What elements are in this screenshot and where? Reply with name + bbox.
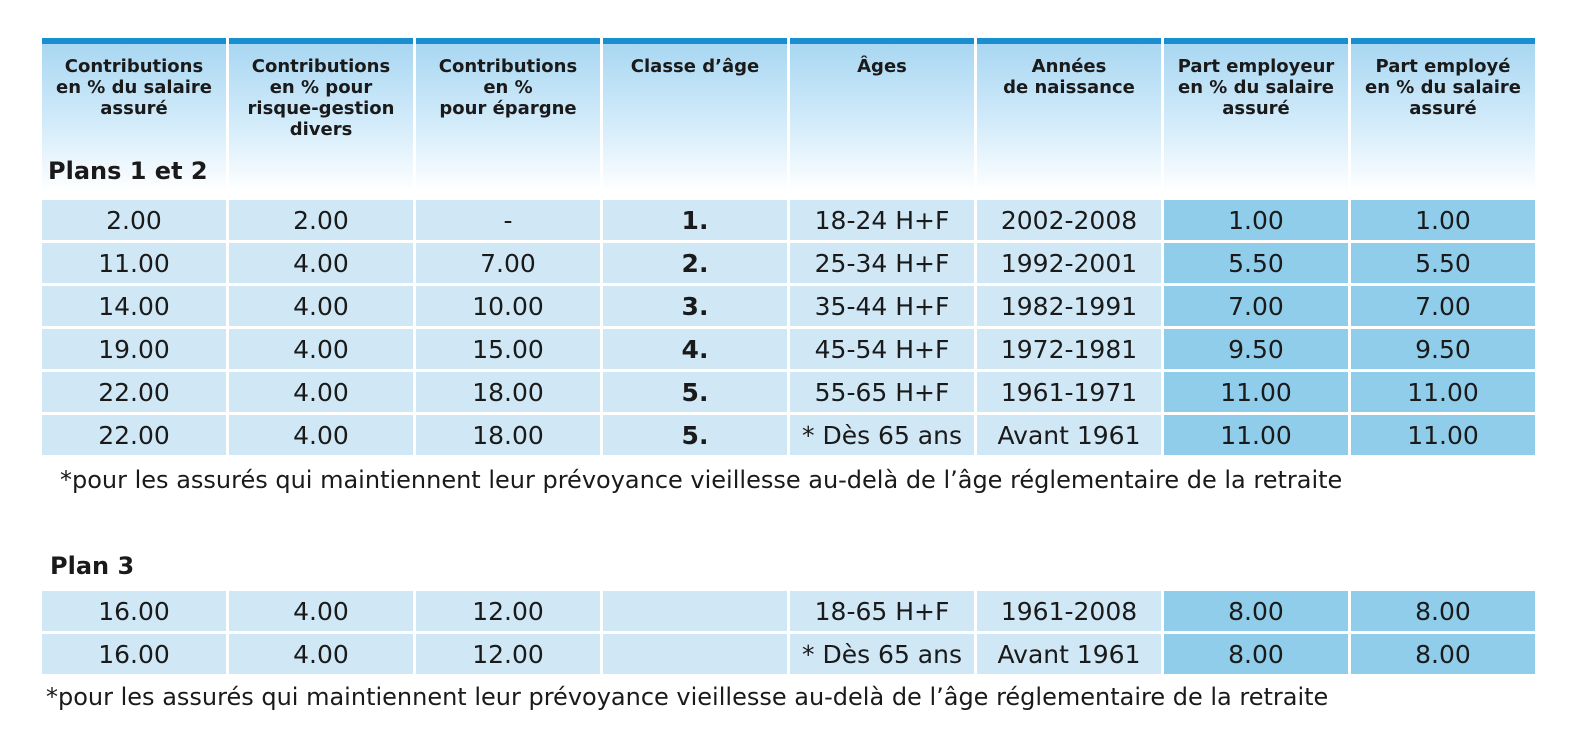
table-cell: 8.00 (1351, 591, 1535, 634)
header-cell (1351, 38, 1535, 192)
table-cell: 1.00 (1351, 200, 1535, 243)
table-cell: 8.00 (1164, 634, 1348, 677)
table-cell: 2002-2008 (977, 200, 1161, 243)
header-text: Années de naissance (1003, 56, 1135, 98)
header-cell (977, 38, 1161, 192)
table-row (42, 634, 1535, 677)
table-cell: 1992-2001 (977, 243, 1161, 286)
table-cell: 14.00 (42, 286, 226, 329)
table-cell: 1961-2008 (977, 591, 1161, 634)
table-cell: 4.00 (229, 415, 413, 458)
table-cell: 5. (603, 415, 787, 458)
table-cell: 11.00 (1164, 372, 1348, 415)
plan-3-table (42, 591, 1538, 677)
table-cell: 1982-1991 (977, 286, 1161, 329)
plan-3-footnote: *pour les assurés qui maintiennent leur prévoyance vieillesse au-delà de l’âge réglementaire de la retraite (46, 683, 1329, 711)
table-row (42, 329, 1535, 372)
table-cell: 11.00 (1164, 415, 1348, 458)
table-cell: 18.00 (416, 415, 600, 458)
plan-3-label: Plan 3 (50, 552, 135, 580)
table-cell: 4.00 (229, 286, 413, 329)
table-cell: 4.00 (229, 634, 413, 677)
header-text: Part employé en % du salaire assuré (1365, 56, 1521, 119)
table-cell: * Dès 65 ans (790, 634, 974, 677)
table-cell: 7.00 (416, 243, 600, 286)
header-cell (229, 38, 413, 192)
table-row (42, 415, 1535, 458)
table-cell (603, 591, 787, 634)
plans-1-2-table (42, 38, 1538, 458)
header-cell (603, 38, 787, 192)
table-cell: 25-34 H+F (790, 243, 974, 286)
header-text: Part employeur en % du salaire assuré (1177, 56, 1335, 119)
table-cell: 4.00 (229, 372, 413, 415)
table-cell: 19.00 (42, 329, 226, 372)
table-cell: 8.00 (1351, 634, 1535, 677)
table-row (42, 286, 1535, 329)
table-cell: 11.00 (1351, 415, 1535, 458)
table-cell: 12.00 (416, 634, 600, 677)
header-cell (790, 38, 974, 192)
table-cell: 5.50 (1351, 243, 1535, 286)
table-row (42, 243, 1535, 286)
table-cell: 11.00 (42, 243, 226, 286)
plans-1-2-label: Plans 1 et 2 (48, 157, 208, 185)
table-row (42, 591, 1535, 634)
table-cell: 1.00 (1164, 200, 1348, 243)
table-cell: 11.00 (1351, 372, 1535, 415)
header-text: Contributions en % du salaire assuré (56, 56, 212, 119)
table-cell: 2.00 (42, 200, 226, 243)
table-cell: 22.00 (42, 372, 226, 415)
table-cell: 4.00 (229, 243, 413, 286)
plans-1-2-footnote: *pour les assurés qui maintiennent leur prévoyance vieillesse au-delà de l’âge réglementaire de la retraite (60, 466, 1343, 494)
table-cell: 4.00 (229, 591, 413, 634)
header-text: Contributions en % pour risque-gestion divers (247, 56, 395, 140)
table-cell: 2. (603, 243, 787, 286)
table-cell: 5. (603, 372, 787, 415)
table-cell: 55-65 H+F (790, 372, 974, 415)
table-cell: 12.00 (416, 591, 600, 634)
table-row (42, 200, 1535, 243)
table-cell: 16.00 (42, 634, 226, 677)
table-cell: 15.00 (416, 329, 600, 372)
table-cell: 3. (603, 286, 787, 329)
table-cell: 8.00 (1164, 591, 1348, 634)
table-cell: 18-65 H+F (790, 591, 974, 634)
table-cell: 7.00 (1351, 286, 1535, 329)
header-text: Âges (857, 56, 907, 77)
table-cell: 9.50 (1351, 329, 1535, 372)
header-text: Classe d’âge (630, 56, 760, 77)
table-cell: 7.00 (1164, 286, 1348, 329)
table-cell: 22.00 (42, 415, 226, 458)
table-cell: 4. (603, 329, 787, 372)
table-cell: * Dès 65 ans (790, 415, 974, 458)
table-cell: 18.00 (416, 372, 600, 415)
header-text: Contributions en % pour épargne (438, 56, 578, 119)
table-cell: 9.50 (1164, 329, 1348, 372)
table-cell (603, 634, 787, 677)
header-row (42, 38, 1535, 192)
table-cell: - (416, 200, 600, 243)
table-cell: 1. (603, 200, 787, 243)
table-cell: 45-54 H+F (790, 329, 974, 372)
table-cell: 16.00 (42, 591, 226, 634)
table-cell: 2.00 (229, 200, 413, 243)
table-cell: 35-44 H+F (790, 286, 974, 329)
table-cell: 10.00 (416, 286, 600, 329)
header-cell (1164, 38, 1348, 192)
table-cell: 1961-1971 (977, 372, 1161, 415)
table-row (42, 372, 1535, 415)
header-cell (416, 38, 600, 192)
table-cell: 18-24 H+F (790, 200, 974, 243)
table-cell: 1972-1981 (977, 329, 1161, 372)
table-cell: Avant 1961 (977, 415, 1161, 458)
table-cell: Avant 1961 (977, 634, 1161, 677)
table-cell: 5.50 (1164, 243, 1348, 286)
table-cell: 4.00 (229, 329, 413, 372)
header-cell (42, 38, 226, 192)
